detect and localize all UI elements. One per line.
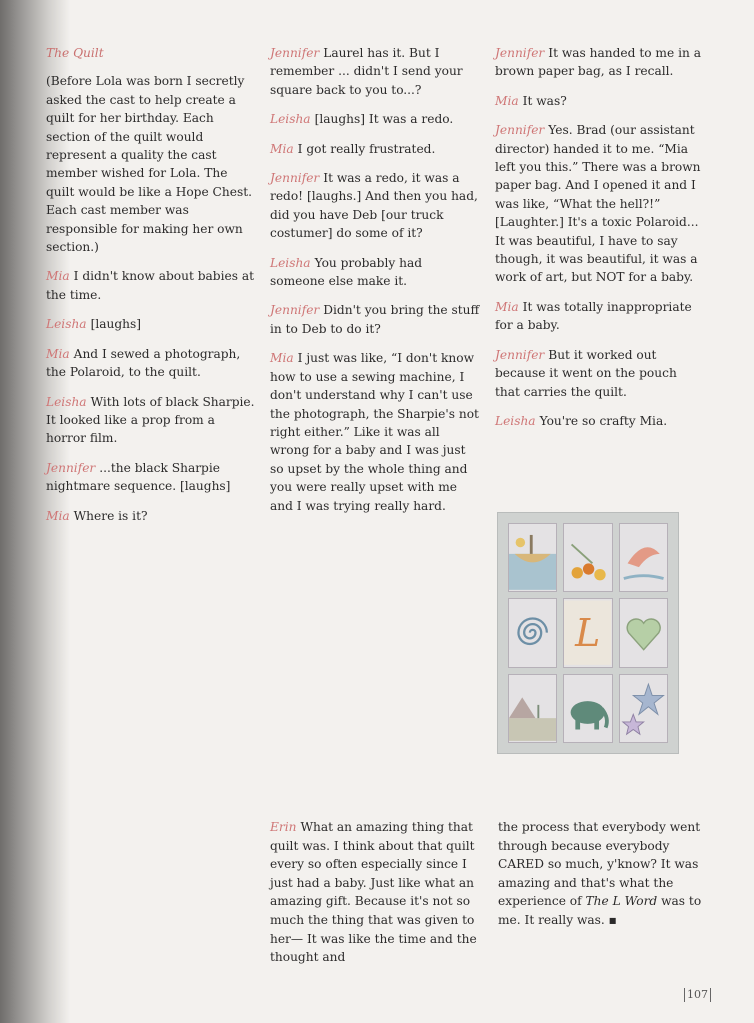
speaker-name: Mia bbox=[46, 508, 70, 523]
dialogue-line bbox=[46, 459, 256, 496]
dialogue-text: ...the black Sharpie nightmare sequence. [laughs] bbox=[46, 460, 231, 494]
col2-dialogue bbox=[270, 44, 480, 515]
dialogue-line bbox=[270, 301, 480, 338]
dialogue-line bbox=[270, 254, 480, 291]
quilt-square-letter bbox=[563, 598, 612, 667]
speaker-name: Jennifer bbox=[495, 123, 545, 138]
quilt-square-dolphin bbox=[619, 523, 668, 592]
speaker-name: Mia bbox=[46, 346, 70, 361]
dialogue-text: It was a redo, it was a redo! [laughs.] And then you had, did you have Deb [our truck costumer] do some of it? bbox=[270, 171, 478, 241]
quilt-square-boat bbox=[508, 523, 557, 592]
quilt-square-flowers bbox=[563, 523, 612, 592]
dialogue-line bbox=[270, 349, 480, 515]
page-number: 107 bbox=[684, 988, 711, 1002]
quilt-square-landscape bbox=[508, 674, 557, 743]
dialogue-text: I got really frustrated. bbox=[297, 141, 436, 156]
speaker-name: Jennifer bbox=[270, 46, 320, 60]
dialogue-line bbox=[46, 507, 256, 525]
dialogue-text: It was handed to me in a brown paper bag, as I recall. bbox=[495, 46, 701, 79]
dialogue-line bbox=[270, 110, 480, 128]
speaker-name: Leisha bbox=[270, 255, 311, 270]
dialogue-text: Didn't you bring the stuff in to Deb to do it? bbox=[270, 303, 480, 336]
erin-text-a: What an amazing thing that quilt was. I think about that quilt every so often especially since I just had a baby. Just like what an amazing gift. Because it's not so much the thing that was given to her— It was like the time and the thought and bbox=[270, 820, 477, 965]
speaker-name: Jennifer bbox=[495, 347, 545, 362]
erin-text-b2: was to me. It really was. bbox=[498, 894, 702, 927]
section-title: The Quilt bbox=[46, 46, 104, 60]
intro-paragraph: (Before Lola was born I secretly asked the cast to help create a quilt for her birthday. Each section of the quilt would represent a quality the cast member wished for Lola. The quilt would be like a Hope Chest. Each cast member was responsible for making her own section.) bbox=[46, 74, 252, 255]
column-2 bbox=[270, 44, 480, 526]
dialogue-line bbox=[46, 315, 256, 333]
speaker-name: Jennifer bbox=[46, 460, 96, 475]
dialogue-text: [laughs] It was a redo. bbox=[314, 112, 454, 127]
end-mark: ▪ bbox=[608, 912, 617, 927]
dialogue-text: It was? bbox=[522, 93, 567, 108]
speaker-name: Jennifer bbox=[270, 171, 320, 186]
col1-dialogue bbox=[46, 267, 256, 524]
quilt-photo bbox=[498, 513, 678, 753]
speaker-name: Jennifer bbox=[270, 303, 320, 318]
dialogue-line bbox=[495, 44, 705, 81]
speaker-name: Leisha bbox=[46, 394, 87, 409]
dialogue-line bbox=[270, 140, 480, 158]
dialogue-line bbox=[495, 412, 705, 430]
speaker-erin: Erin bbox=[270, 820, 297, 834]
dialogue-line bbox=[495, 92, 705, 110]
bottom-column-right bbox=[498, 818, 710, 930]
dialogue-text: Laurel has it. But I remember ... didn't I send your square back to you to...? bbox=[270, 46, 463, 97]
dialogue-line bbox=[495, 298, 705, 335]
dialogue-text: Yes. Brad (our assistant director) handed it to me. “Mia left you this.” There was a brown paper bag. And I opened it and I was like, “What the hell?!” [Laughter.] It's a toxic Polaroid... It was beautiful, I have to say though, it was beautiful, it was a work of art, but NOT for a baby. bbox=[495, 123, 701, 285]
show-title: The L Word bbox=[585, 894, 658, 909]
dialogue-text: I didn't know about babies at the time. bbox=[46, 269, 254, 302]
dialogue-line bbox=[270, 44, 480, 99]
dialogue-line bbox=[495, 121, 705, 287]
speaker-name: Mia bbox=[270, 141, 294, 156]
erin-text-b1: the process that everybody went through because everybody CARED so much, y'know? It was amazing and that's what the experience of bbox=[498, 820, 701, 909]
speaker-name: Mia bbox=[495, 93, 519, 108]
dialogue-text: [laughs] bbox=[90, 317, 142, 332]
dialogue-text: Where is it? bbox=[73, 508, 148, 523]
col3-dialogue bbox=[495, 44, 705, 430]
dialogue-text: I just was like, “I don't know how to use a sewing machine, I don't understand why I can't use the photograph, the Sharpie's not right either.” Like it was all wrong for a baby and I was just so upset by the whole thing and you were really upset with me and I was trying really hard. bbox=[270, 351, 479, 513]
dialogue-line bbox=[46, 345, 256, 382]
erin-paragraph-continued bbox=[498, 818, 710, 930]
speaker-name: Leisha bbox=[46, 317, 87, 332]
dialogue-text: You're so crafty Mia. bbox=[539, 413, 668, 428]
speaker-name: Leisha bbox=[270, 112, 311, 127]
quilt-square-stars bbox=[619, 674, 668, 743]
erin-paragraph bbox=[270, 818, 482, 967]
column-3 bbox=[495, 44, 705, 441]
quilt-letter: L bbox=[575, 611, 601, 656]
bottom-column-left bbox=[270, 818, 482, 967]
quilt-square-spiral bbox=[508, 598, 557, 667]
dialogue-line bbox=[46, 267, 256, 304]
column-1 bbox=[46, 44, 256, 536]
dialogue-text: With lots of black Sharpie. It looked like a prop from a horror film. bbox=[46, 394, 255, 446]
dialogue-line bbox=[46, 393, 256, 448]
speaker-name: Mia bbox=[495, 299, 519, 314]
dialogue-text: And I sewed a photograph, the Polaroid, to the quilt. bbox=[46, 346, 241, 380]
dialogue-text: It was totally inappropriate for a baby. bbox=[495, 299, 692, 333]
quilt-square-heart bbox=[619, 598, 668, 667]
quilt-square-elephant bbox=[563, 674, 612, 743]
speaker-name: Jennifer bbox=[495, 46, 545, 60]
speaker-name: Mia bbox=[46, 269, 70, 284]
dialogue-text: You probably had someone else make it. bbox=[270, 255, 423, 289]
dialogue-line bbox=[495, 346, 705, 401]
dialogue-line bbox=[270, 169, 480, 243]
speaker-name: Leisha bbox=[495, 413, 536, 428]
speaker-name: Mia bbox=[270, 351, 294, 366]
dialogue-text: But it worked out because it went on the pouch that carries the quilt. bbox=[495, 347, 677, 399]
